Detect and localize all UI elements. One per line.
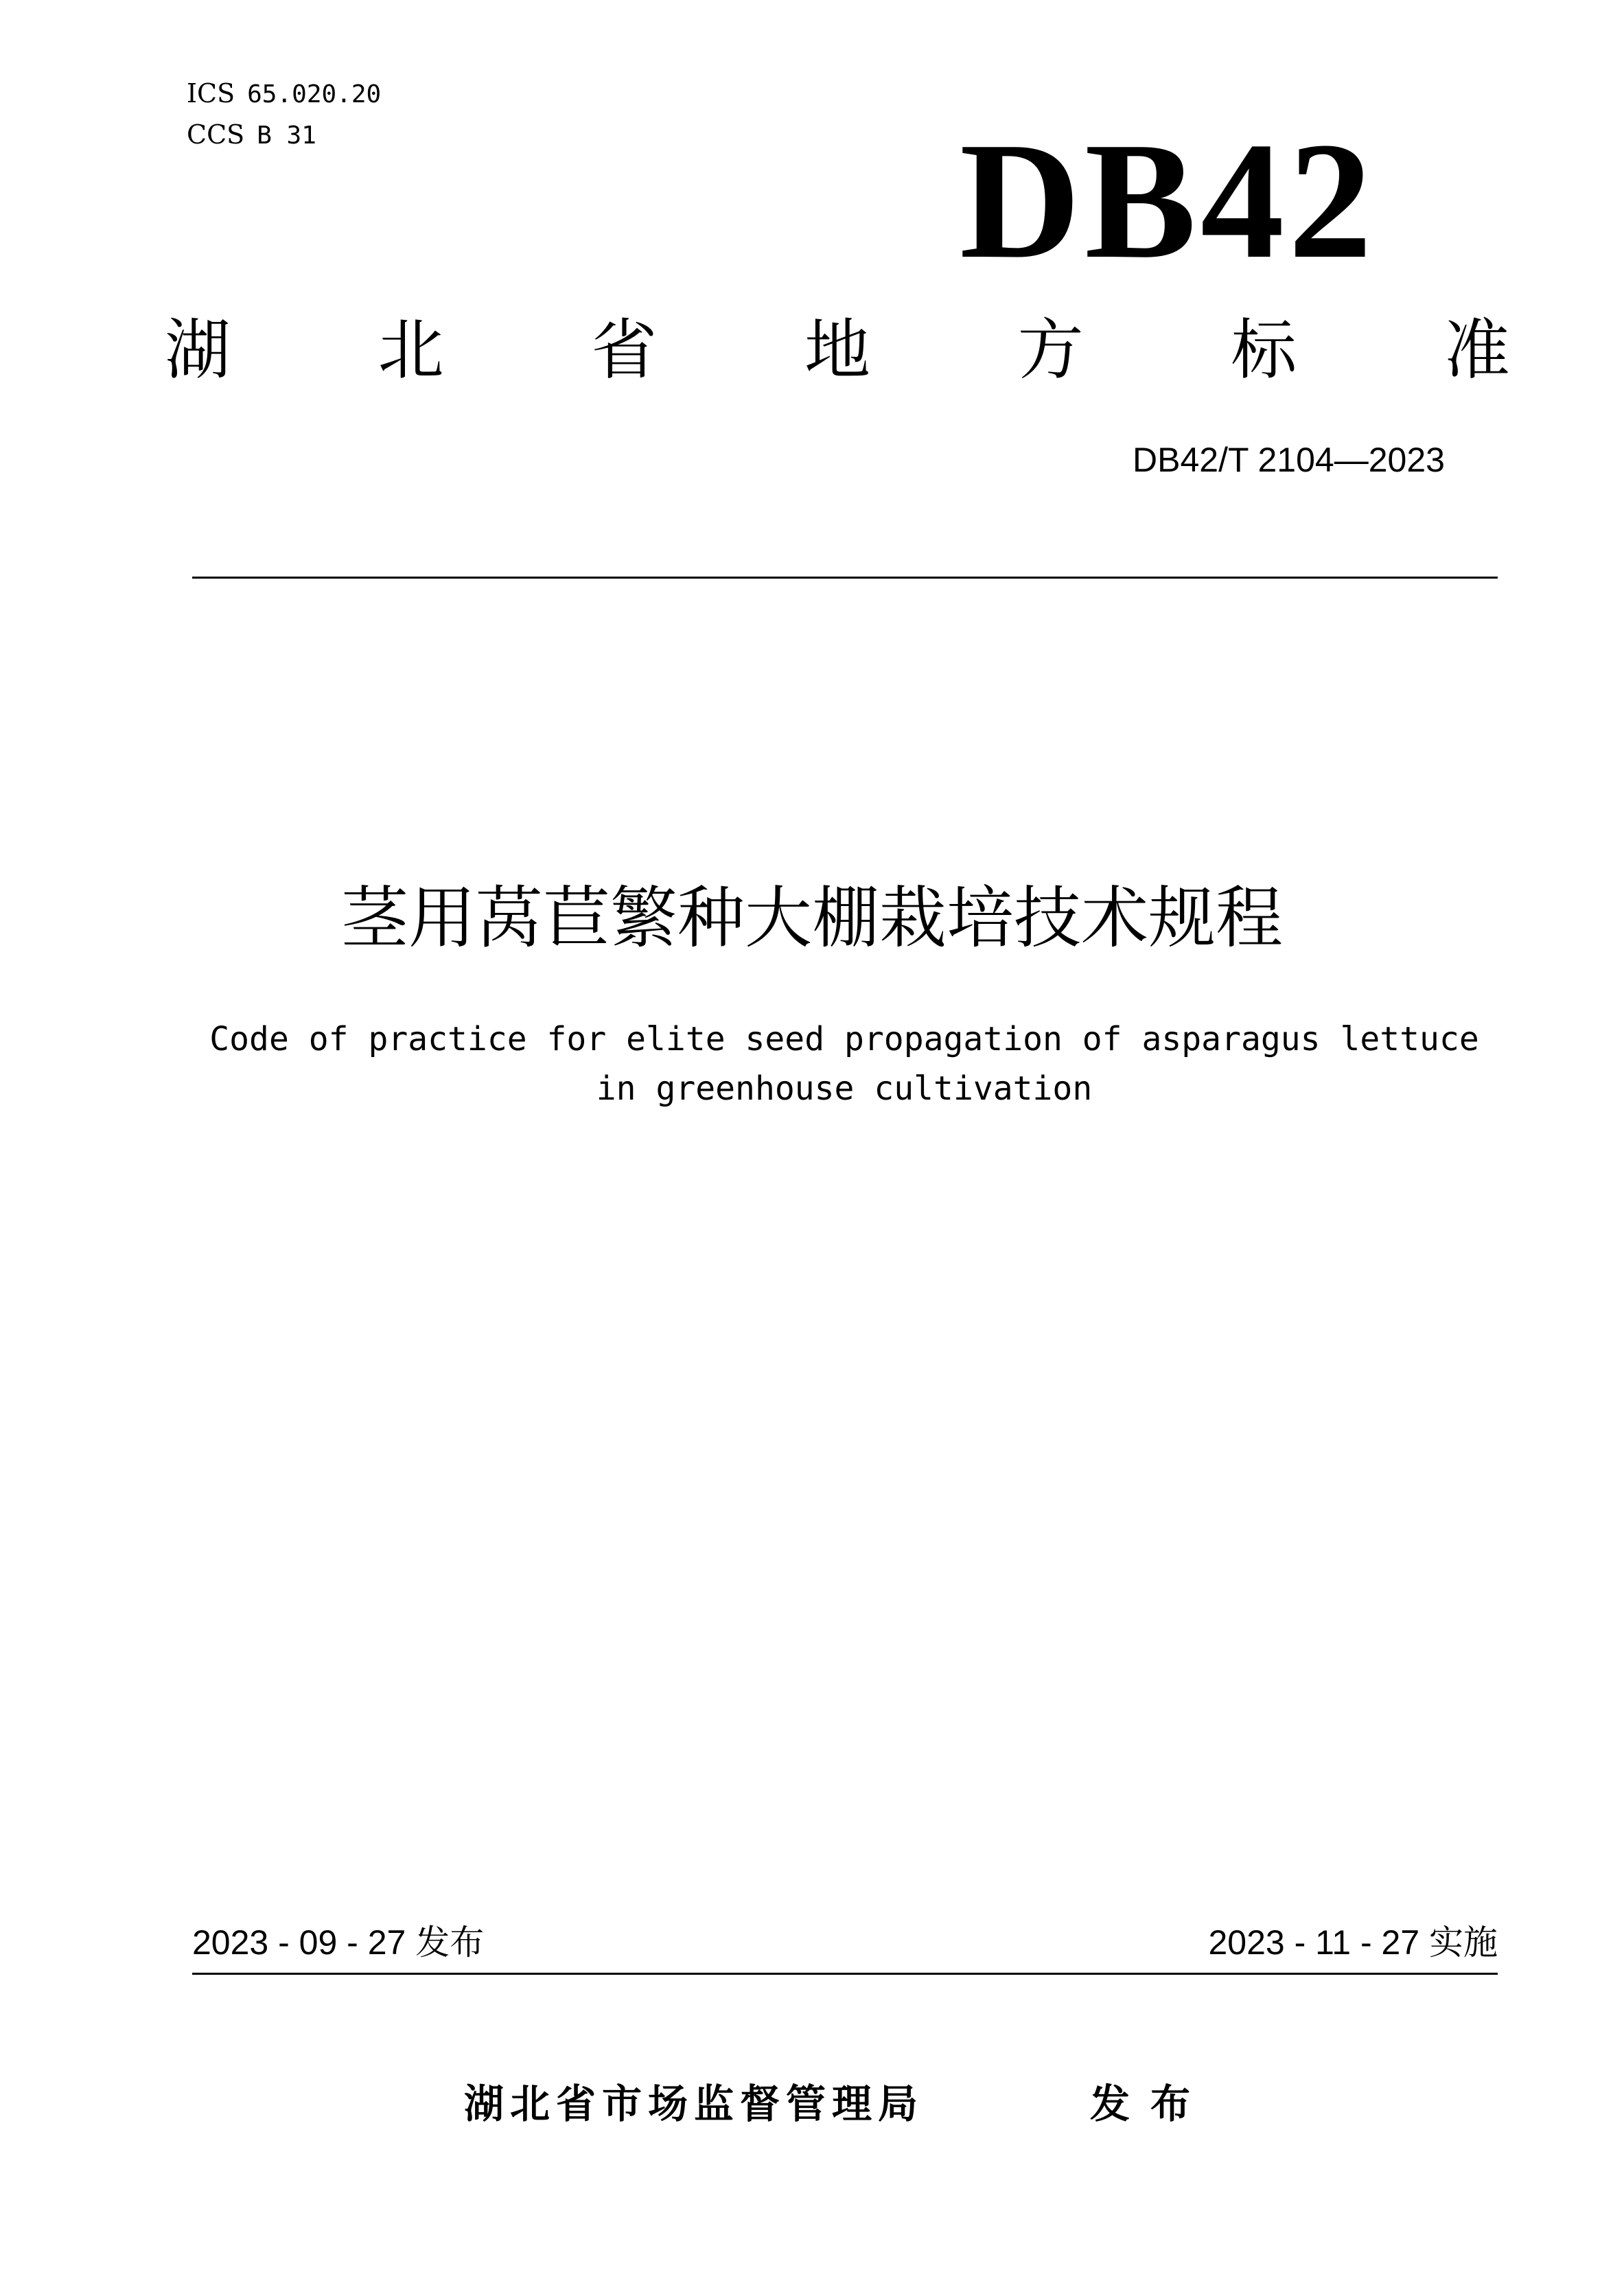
implementation-date: 2023 - 11 - 27 实施	[1208, 1923, 1498, 1962]
document-title-english: Code of practice for elite seed propagation of asparagus lettuce in greenhouse cultivation	[209, 1020, 1479, 1108]
document-title-chinese: 茎用莴苣繁种大棚栽培技术规程	[340, 879, 1283, 958]
issue-date: 2023 - 09 - 27 发布	[192, 1923, 485, 1962]
header-divider	[192, 577, 1498, 579]
province-title-char: 地	[804, 312, 870, 389]
issuing-authority: 湖北省市场监督管理局	[464, 2080, 925, 2127]
ccs-label: CCS	[187, 119, 245, 150]
province-title-char: 湖	[165, 312, 231, 389]
province-title-char: 省	[591, 312, 658, 389]
province-standard-title	[165, 312, 1510, 388]
province-title-char: 标	[1231, 312, 1297, 389]
ics-code: 65.020.20	[247, 80, 382, 108]
province-title-char: 方	[1017, 312, 1084, 389]
province-title-char: 准	[1443, 312, 1510, 389]
publish-label: 发布	[1090, 2080, 1211, 2127]
ccs-code: B 31	[257, 121, 316, 150]
province-title-char: 北	[378, 312, 444, 389]
standard-mark: DB42	[960, 108, 1376, 293]
standard-number: DB42/T 2104—2023	[1133, 441, 1445, 479]
ics-classification	[187, 77, 381, 111]
footer-divider	[192, 1973, 1498, 1975]
ccs-classification	[187, 118, 316, 152]
ics-label: ICS	[187, 78, 235, 108]
